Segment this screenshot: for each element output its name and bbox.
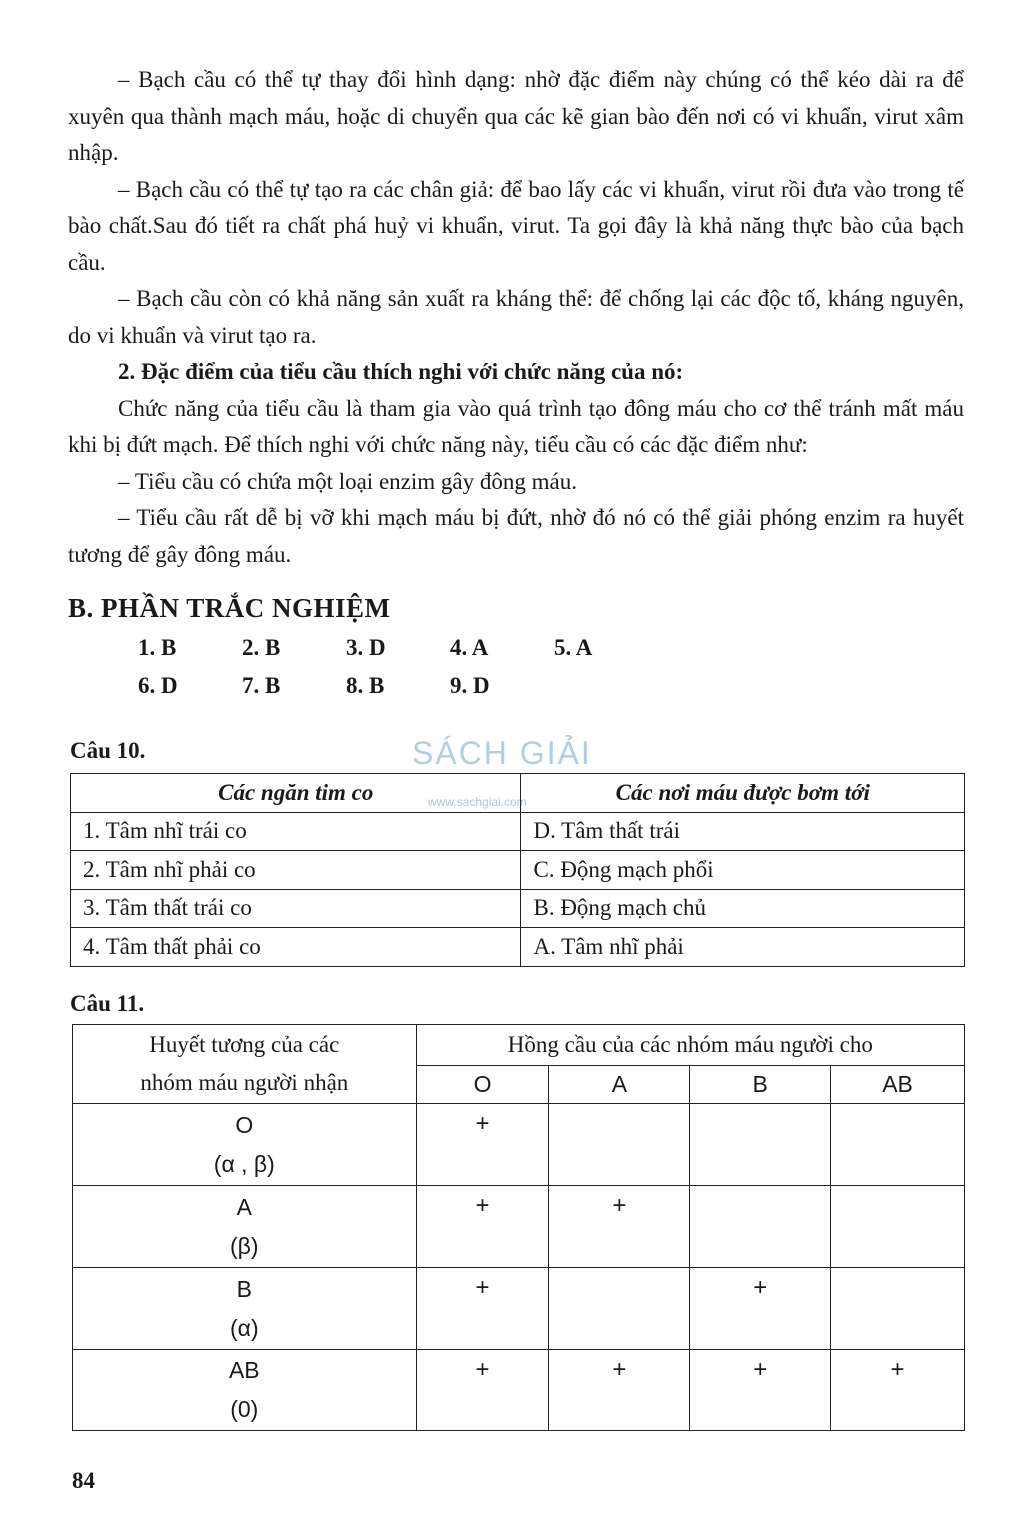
answer-row-2 — [68, 667, 964, 705]
chamber-cell: 4. Tâm thất phải co — [71, 928, 521, 967]
donor-group-o: O — [416, 1066, 549, 1104]
compat-cell: + — [690, 1350, 831, 1431]
paragraph-3: – Bạch cầu còn có khả năng sản xuất ra kháng thể: để chống lại các độc tố, kháng nguyên, do vi khuẩn và virut tạo ra. — [68, 286, 964, 348]
answer-8: 8. B — [346, 673, 385, 698]
donor-group-a: A — [549, 1066, 690, 1104]
chamber-cell: 2. Tâm nhĩ phải co — [71, 851, 521, 890]
heart-chambers-table — [70, 773, 965, 967]
paragraph-4: Chức năng của tiểu cầu là tham gia vào quá trình tạo đông máu cho cơ thể tránh mất máu khi bị đứt mạch. Để thích nghi với chức năng này, tiểu cầu có các đặc điểm như: — [68, 395, 964, 457]
donor-group-ab: AB — [831, 1066, 965, 1104]
chamber-cell: 3. Tâm thất trái co — [71, 889, 521, 928]
table-row — [73, 1268, 965, 1350]
donor-group-b: B — [690, 1066, 831, 1104]
answer-6: 6. D — [138, 673, 178, 698]
recipient-header-line1: Huyết tương của các — [149, 1032, 340, 1057]
page-body — [68, 62, 964, 705]
paragraph-6: – Tiểu cầu rất dễ bị vỡ khi mạch máu bị đứt, nhờ đó nó có thể giải phóng enzim ra huyết tương để gây đông máu. — [68, 505, 964, 567]
subheading-platelets: 2. Đặc điểm của tiểu cầu thích nghi với chức năng của nó: — [118, 359, 684, 384]
paragraph-2: – Bạch cầu có thể tự tạo ra các chân giả: để bao lấy các vi khuẩn, virut rồi đưa vào trong tế bào chất.Sau đó tiết ra chất phá huỷ vi khuẩn, virut. Ta gọi đây là khả năng thực bào của bạch cầu. — [68, 176, 964, 275]
answer-5: 5. A — [554, 635, 593, 660]
answer-3: 3. D — [346, 635, 386, 660]
table-row — [71, 851, 965, 890]
answer-9: 9. D — [450, 673, 490, 698]
header-destinations: Các nơi máu được bơm tới — [521, 774, 965, 813]
watermark-logo: SÁCH GIẢI — [412, 735, 592, 771]
recipient-antibody: (0) — [230, 1396, 259, 1422]
answer-2: 2. B — [242, 635, 281, 660]
compat-cell — [549, 1104, 690, 1186]
table-row — [71, 812, 965, 851]
header-chambers: Các ngăn tim co — [71, 774, 521, 813]
compat-cell — [549, 1268, 690, 1350]
compat-cell: + — [416, 1350, 549, 1431]
question-10-label: Câu 10. — [70, 738, 146, 763]
recipient-group-cell — [73, 1350, 417, 1431]
recipient-antibody: (α) — [229, 1314, 259, 1341]
compat-cell: + — [690, 1268, 831, 1350]
compat-cell — [831, 1268, 965, 1350]
compat-cell — [690, 1186, 831, 1268]
compat-cell: + — [416, 1104, 549, 1186]
chamber-cell: 1. Tâm nhĩ trái co — [71, 812, 521, 851]
page-number: 84 — [72, 1468, 95, 1493]
answer-key — [68, 629, 964, 705]
answer-4: 4. A — [450, 635, 489, 660]
recipient-group: AB — [228, 1357, 260, 1383]
recipient-group: O — [235, 1111, 254, 1138]
section-title-multiple-choice: B. PHẦN TRẮC NGHIỆM — [68, 593, 391, 623]
compat-cell: + — [831, 1350, 965, 1431]
paragraph-1: – Bạch cầu có thể tự thay đổi hình dạng: nhờ đặc điểm này chúng có thể kéo dài ra để xuyên qua thành mạch máu, hoặc di chuyển qua các kẽ gian bào đến nơi có vi khuẩn, virut xâm nhập. — [68, 67, 964, 165]
recipient-antibody: (α , β) — [213, 1150, 275, 1177]
compat-cell: + — [416, 1186, 549, 1268]
paragraph-5: – Tiểu cầu có chứa một loại enzim gây đông máu. — [118, 468, 577, 494]
compat-cell — [831, 1104, 965, 1186]
compat-cell — [831, 1186, 965, 1268]
answer-7: 7. B — [242, 673, 281, 698]
table-row — [73, 1350, 965, 1431]
destination-cell: B. Động mạch chủ — [521, 889, 965, 928]
table-header-row — [71, 774, 965, 813]
destination-cell: D. Tâm thất trái — [521, 812, 965, 851]
watermark-url: www.sachgiai.com — [428, 795, 527, 809]
compat-cell — [690, 1104, 831, 1186]
recipient-group-cell — [73, 1186, 417, 1268]
compat-cell: + — [549, 1186, 690, 1268]
table-row — [73, 1104, 965, 1186]
answer-1: 1. B — [138, 635, 177, 660]
compat-cell: + — [416, 1268, 549, 1350]
table-header-row — [73, 1025, 965, 1066]
table-row — [71, 928, 965, 967]
recipient-header-line2: nhóm máu người nhận — [140, 1070, 349, 1095]
recipient-group: B — [236, 1275, 252, 1302]
recipient-plasma-header — [73, 1025, 417, 1104]
recipient-group-cell — [73, 1104, 417, 1186]
table-row — [73, 1186, 965, 1268]
answer-row-1 — [68, 629, 964, 667]
destination-cell: A. Tâm nhĩ phải — [521, 928, 965, 967]
compat-cell: + — [549, 1350, 690, 1431]
recipient-group: A — [236, 1193, 252, 1220]
recipient-antibody: (β) — [230, 1232, 259, 1259]
destination-cell: C. Động mạch phổi — [521, 851, 965, 890]
donor-cells-header: Hồng cầu của các nhóm máu người cho — [416, 1025, 964, 1066]
table-row — [71, 889, 965, 928]
blood-compatibility-table — [72, 1024, 965, 1431]
question-11-label: Câu 11. — [70, 991, 145, 1016]
recipient-group-cell — [73, 1268, 417, 1350]
